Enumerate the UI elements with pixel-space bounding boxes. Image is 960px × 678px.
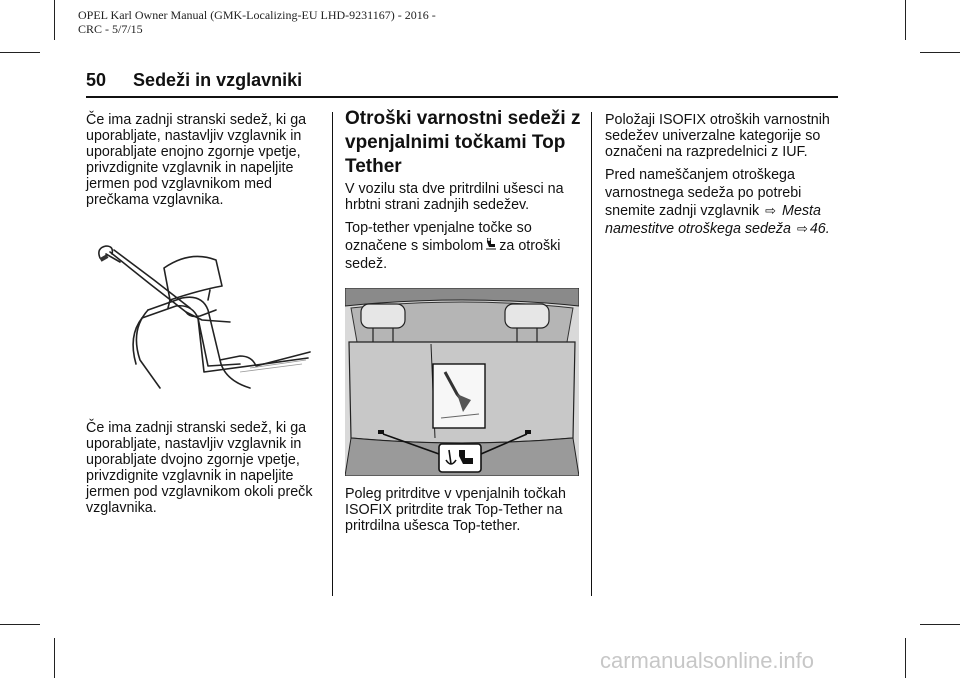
crop-mark <box>0 624 40 625</box>
column-divider <box>591 112 592 596</box>
col2-paragraph <box>345 219 581 273</box>
crop-mark <box>905 638 906 678</box>
col1-paragraph: Če ima zadnji stranski sedež, ki ga uporabljate, nastavljiv vzglavnik in uporabljate dvojno zgornje vpetje, privzdignite vzglavnik in napeljite jermen pod vzglavnikom okoli prečk vzglavnika. <box>86 420 313 516</box>
col2-paragraph: Poleg pritrditve v vpenjalnih točkah ISOFIX pritrdite trak Top-Tether na pritrdilna ušesca Top-tether. <box>345 486 566 534</box>
cross-reference-page[interactable]: 46 <box>809 221 826 237</box>
child-seat-anchor-icon <box>485 237 497 255</box>
column-divider <box>332 112 333 596</box>
page-header <box>86 70 302 91</box>
cross-reference-link[interactable]: Mesta namestitve otroškega sedeža <box>605 203 821 237</box>
header-rule <box>86 96 838 98</box>
section-heading: Otroški varnostni sedeži z vpenjalnimi točkami Top Tether <box>345 108 581 177</box>
cargo-area-illustration <box>345 288 579 476</box>
crop-mark <box>54 638 55 678</box>
col3-paragraph-text: Pred nameščanjem otroškega varnostnega sedeža po potrebi snemite zadnji vzglavnik <box>605 167 802 219</box>
col2-paragraph-text: za otroški sedež. <box>345 238 561 272</box>
col3-paragraph <box>605 166 841 238</box>
crop-mark <box>920 52 960 53</box>
col1-paragraph: Če ima zadnji stranski sedež, ki ga uporabljate, nastavljiv vzglavnik in uporabljate enojno zgornje vpetje, privzdignite vzglavnik in napeljite jermen pod vzglavnikom med prečkama vzglavnika. <box>86 112 307 208</box>
tether-anchor-drawing <box>345 288 579 476</box>
section-title: Sedeži in vzglavniki <box>133 70 303 90</box>
crop-mark <box>905 0 906 40</box>
col2-paragraph: V vozilu sta dve pritrdilni ušesci na hrbtni strani zadnjih sedežev. <box>345 181 564 213</box>
page-number: 50 <box>86 70 107 90</box>
col3-paragraph: Položaji ISOFIX otroških varnostnih sedežev univerzalne kategorije so označeni na razpredelnici z IUF. <box>605 112 830 160</box>
period: . <box>825 221 830 237</box>
crop-mark <box>920 624 960 625</box>
headrest-strap-illustration <box>90 240 312 390</box>
watermark: carmanualsonline.info <box>600 648 815 673</box>
crop-mark <box>54 0 55 40</box>
arrow-icon: ⇨ <box>765 203 777 218</box>
crop-mark <box>0 52 40 53</box>
running-header: OPEL Karl Owner Manual (GMK-Localizing-EU LHD-9231167) - 2016 - CRC - 5/7/15 <box>78 8 436 36</box>
col2-paragraph-text: Top-tether vpenjalne točke so označene s simbolom <box>345 220 532 254</box>
headrest-strap-drawing <box>90 240 312 390</box>
arrow-icon: ⇨ <box>796 221 808 236</box>
